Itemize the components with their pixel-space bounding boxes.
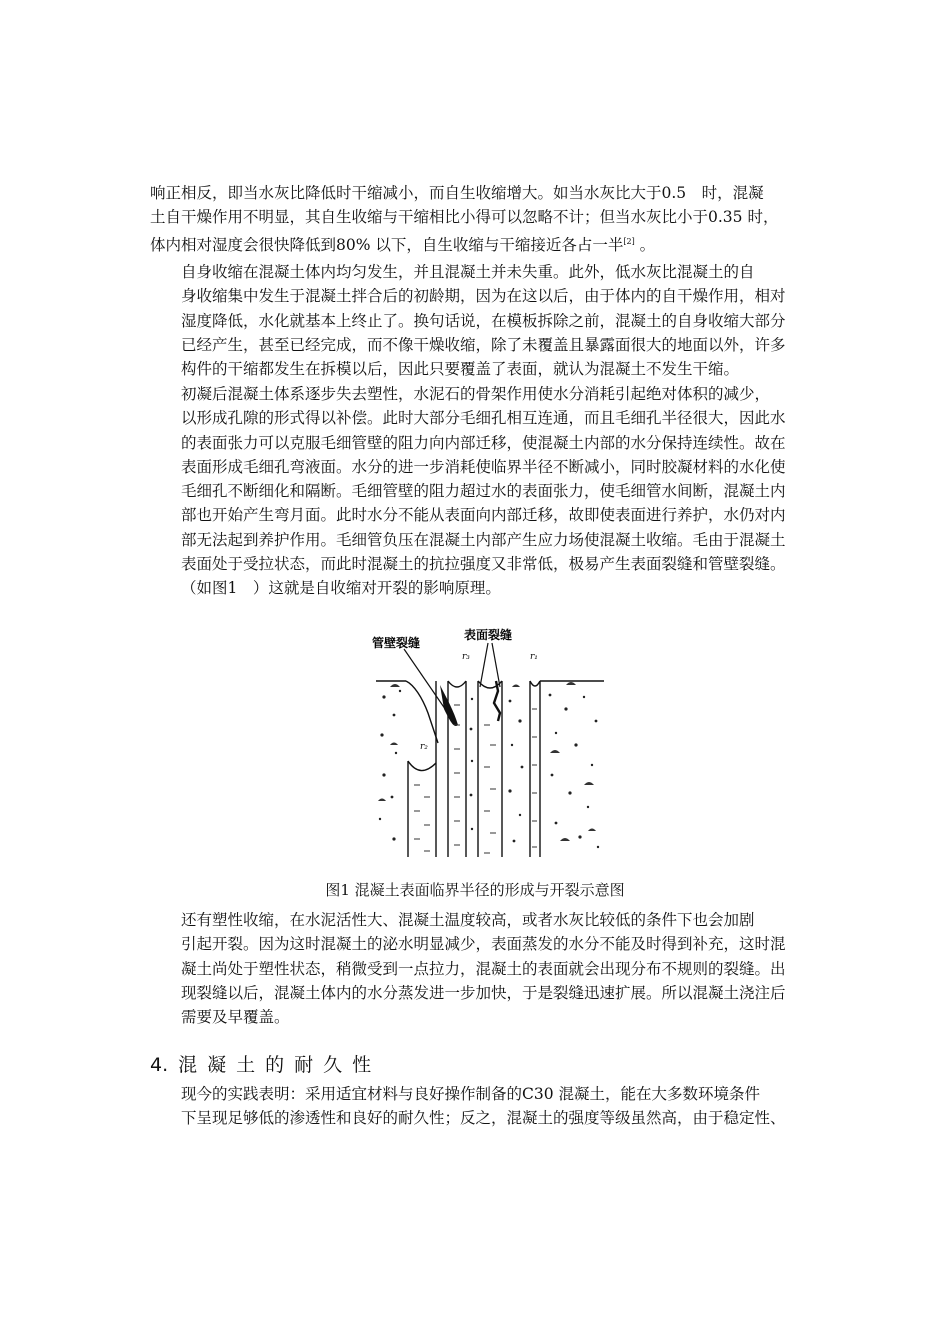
meniscus-r1 bbox=[530, 681, 540, 686]
paragraph-4 bbox=[150, 908, 800, 1029]
text-line: 表面处于受拉状态，而此时混凝土的抗拉强度又非常低，极易产生表面裂缝和管壁裂缝。 bbox=[181, 555, 786, 574]
paragraph-5 bbox=[150, 1082, 800, 1131]
meniscus bbox=[448, 681, 466, 687]
text-line: 需要及早覆盖。 bbox=[181, 1008, 290, 1027]
text-line: 湿度降低，水化就基本上终止了。换句话说，在模板拆除之前，混凝土的自身收缩大部分 bbox=[181, 311, 786, 330]
aggregate-dots bbox=[379, 690, 599, 848]
citation-ref: [2] bbox=[623, 236, 635, 246]
section-number: 4. bbox=[150, 1054, 169, 1076]
text-line: 自身收缩在混凝土体内均匀发生，并且混凝土并未失重。此外，低水灰比混凝土的自 bbox=[181, 263, 755, 281]
figure-crack-diagram bbox=[370, 625, 622, 857]
text-line: 响正相反，即当水灰比降低时干缩减小，而自生收缩增大。如当水灰比大于0.5 时，混凝 bbox=[150, 184, 764, 202]
meniscus-r2 bbox=[408, 761, 436, 771]
r-label: r₂ bbox=[420, 742, 428, 752]
text-line: 以形成孔隙的形式得以补偿。此时大部分毛细孔相互连通，而且毛细孔半径很大，因此水 bbox=[181, 409, 786, 428]
section-heading bbox=[150, 1052, 381, 1078]
section-title: 混凝土的耐久性 bbox=[178, 1054, 382, 1076]
paragraph-3 bbox=[150, 382, 800, 601]
text-line: 凝土尚处于塑性状态，稍微受到一点拉力，混凝土的表面就会出现分布不规则的裂缝。出 bbox=[181, 959, 786, 978]
pore-wall bbox=[406, 681, 438, 743]
text-line: 还有塑性收缩，在水泥活性大、混凝土温度较高，或者水灰比较低的条件下也会加剧 bbox=[181, 911, 755, 929]
text-line: 部也开始产生弯月面。此时水分不能从表面向内部迁移，故即使表面进行养护，水仍对内 bbox=[181, 506, 786, 525]
leader-line bbox=[492, 643, 500, 687]
paragraph-2 bbox=[150, 260, 800, 381]
text-line: 现裂缝以后，混凝土体内的水分蒸发进一步加快，于是裂缝迅速扩展。所以混凝土浇注后 bbox=[181, 983, 786, 1002]
text-line: 已经产生，甚至已经完成，而不像干燥收缩，除了未覆盖且暴露面很大的地面以外，许多 bbox=[181, 335, 786, 354]
leader-line bbox=[480, 643, 488, 687]
text-line-content: 体内相对湿度会很快降低到80% 以下，自生收缩与干缩接近各占一半 bbox=[150, 235, 624, 254]
r-label: r₃ bbox=[462, 652, 470, 662]
text-line bbox=[150, 230, 800, 257]
label-pipe-wall-crack: 管壁裂缝 bbox=[372, 636, 421, 650]
text-line: 表面形成毛细孔弯液面。水分的进一步消耗使临界半径不断减小，同时胶凝材料的水化使 bbox=[181, 457, 786, 476]
aggregate-blobs bbox=[378, 682, 596, 841]
text-line: 的表面张力可以克服毛细管壁的阻力向内部迁移，使混凝土内部的水分保持连续性。故在 bbox=[181, 433, 786, 452]
text-line: 下呈现足够低的渗透性和良好的耐久性；反之，混凝土的强度等级虽然高，由于稳定性、 bbox=[181, 1109, 786, 1128]
text-line: 土自干燥作用不明显，其自生收缩与干缩相比小得可以忽略不计；但当水灰比小于0.35 时， bbox=[150, 208, 779, 227]
text-line: 身收缩集中发生于混凝土拌合后的初龄期，因为在这以后，由于体内的自干燥作用，相对 bbox=[181, 287, 786, 306]
label-surface-crack: 表面裂缝 bbox=[464, 628, 513, 642]
text-line: 部无法起到养护作用。毛细管负压在混凝土内部产生应力场使混凝土收缩。毛由于混凝土 bbox=[181, 530, 786, 549]
crack-diagram-illustration bbox=[370, 625, 622, 857]
text-line: 毛细孔不断细化和隔断。毛细管壁的阻力超过水的表面张力，使毛细管水间断，混凝土内 bbox=[181, 482, 786, 501]
r-label: r₁ bbox=[530, 652, 538, 662]
text-line: 现今的实践表明：采用适宜材料与良好操作制备的C30 混凝土，能在大多数环境条件 bbox=[181, 1085, 761, 1103]
text-line: （如图1 ）这就是自收缩对开裂的影响原理。 bbox=[181, 579, 501, 598]
paragraph-1 bbox=[150, 181, 800, 257]
text-line: 构件的干缩都发生在拆模以后，因此只要覆盖了表面，就认为混凝土不发生干缩。 bbox=[181, 360, 740, 379]
figure-caption: 图1 混凝土表面临界半径的形成与开裂示意图 bbox=[325, 881, 625, 899]
text-line: 初凝后混凝土体系逐步失去塑性，水泥石的骨架作用使水分消耗引起绝对体积的减少， bbox=[181, 385, 771, 403]
text-line: 引起开裂。因为这时混凝土的泌水明显减少，表面蒸发的水分不能及时得到补充，这时混 bbox=[181, 935, 786, 954]
text-line-tail: 。 bbox=[634, 235, 656, 254]
